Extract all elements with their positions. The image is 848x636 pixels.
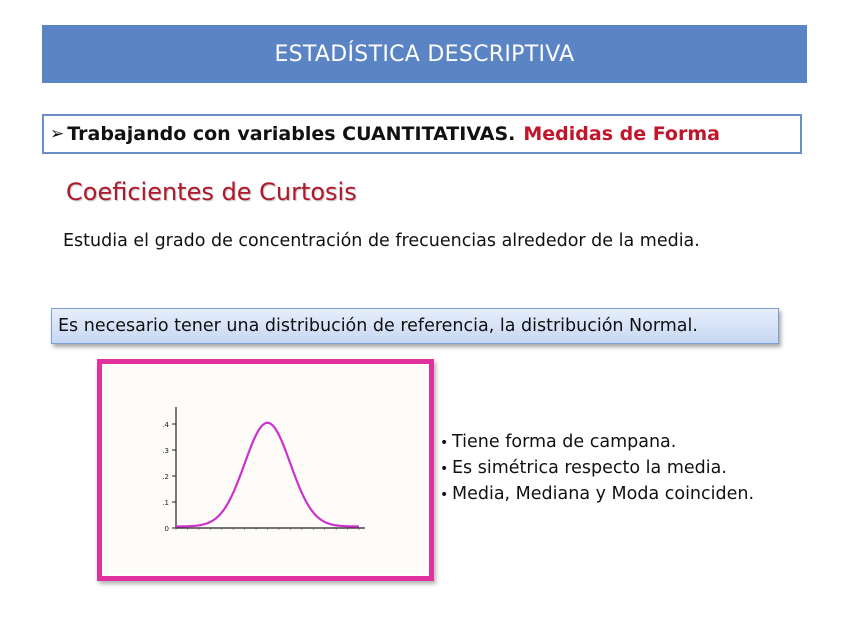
bullet-icon: • bbox=[440, 461, 449, 477]
section-heading: Coeficientes de Curtosis bbox=[66, 178, 357, 206]
y-tick-label: 0 bbox=[164, 525, 169, 533]
y-tick-label: .4 bbox=[162, 421, 169, 429]
normal-distribution-chart-frame bbox=[97, 359, 434, 581]
y-tick-label: .1 bbox=[162, 499, 169, 507]
subtitle-accent: Medidas de Forma bbox=[523, 123, 720, 145]
description-text: Estudia el grado de concentración de frecuencias alrededor de la media. bbox=[63, 231, 700, 251]
y-tick-label: .3 bbox=[162, 447, 169, 455]
normal-distribution-chart bbox=[104, 366, 427, 574]
slide-title-bar bbox=[42, 25, 807, 83]
note-box bbox=[51, 308, 779, 344]
subtitle-box bbox=[42, 114, 802, 154]
list-item-text: Es simétrica respecto la media. bbox=[452, 458, 727, 478]
properties-list bbox=[440, 430, 754, 508]
slide-title: ESTADÍSTICA DESCRIPTIVA bbox=[274, 41, 575, 67]
subtitle-main: Trabajando con variables CUANTITATIVAS. bbox=[67, 123, 516, 145]
normal-curve-line bbox=[176, 423, 359, 527]
bullet-icon: • bbox=[440, 487, 449, 503]
arrow-bullet-icon: ➢ bbox=[50, 124, 65, 144]
list-item bbox=[440, 482, 754, 508]
list-item-text: Tiene forma de campana. bbox=[452, 432, 677, 452]
list-item-text: Media, Mediana y Moda coinciden. bbox=[452, 484, 755, 504]
list-item bbox=[440, 430, 754, 456]
y-tick-label: .2 bbox=[162, 473, 169, 481]
chart-area bbox=[104, 366, 427, 574]
list-item bbox=[440, 456, 754, 482]
bullet-icon: • bbox=[440, 435, 449, 451]
note-text: Es necesario tener una distribución de referencia, la distribución Normal. bbox=[58, 316, 698, 336]
